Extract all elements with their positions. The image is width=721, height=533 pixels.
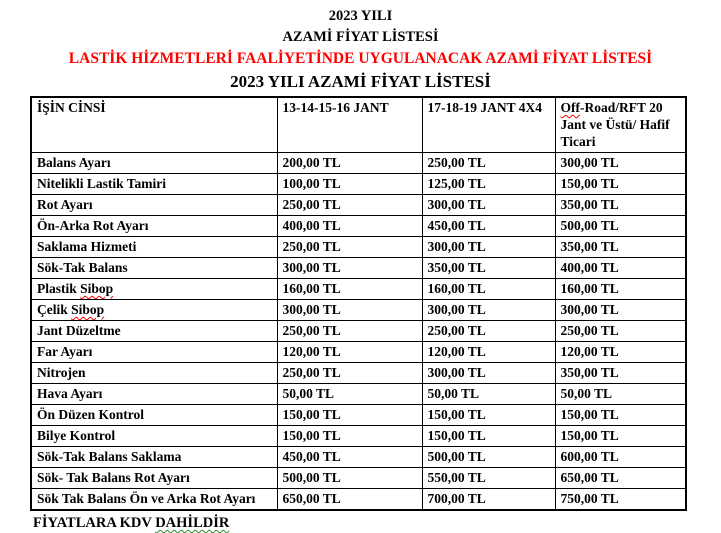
price-cell: 150,00 TL: [277, 405, 422, 426]
table-row: [31, 300, 686, 321]
price-cell: 250,00 TL: [555, 321, 686, 342]
price-cell: 500,00 TL: [422, 447, 555, 468]
service-cell: Balans Ayarı: [31, 153, 277, 174]
price-cell: 250,00 TL: [277, 363, 422, 384]
price-cell: 160,00 TL: [422, 279, 555, 300]
document-titles: [0, 0, 721, 94]
price-cell: 50,00 TL: [555, 384, 686, 405]
service-cell: Jant Düzeltme: [31, 321, 277, 342]
table-row: [31, 153, 686, 174]
price-cell: 250,00 TL: [277, 237, 422, 258]
price-cell: 350,00 TL: [555, 237, 686, 258]
table-row: [31, 426, 686, 447]
price-cell: 300,00 TL: [422, 237, 555, 258]
price-cell: 750,00 TL: [555, 489, 686, 511]
price-cell: 120,00 TL: [555, 342, 686, 363]
spellcheck-word: Sibop: [80, 281, 114, 296]
price-cell: 150,00 TL: [422, 426, 555, 447]
service-cell: Nitrojen: [31, 363, 277, 384]
price-cell: 250,00 TL: [422, 321, 555, 342]
service-cell: Nitelikli Lastik Tamiri: [31, 174, 277, 195]
price-cell: 150,00 TL: [277, 426, 422, 447]
price-cell: 50,00 TL: [277, 384, 422, 405]
price-cell: 125,00 TL: [422, 174, 555, 195]
price-cell: 400,00 TL: [277, 216, 422, 237]
service-cell: Hava Ayarı: [31, 384, 277, 405]
price-cell: 150,00 TL: [555, 426, 686, 447]
title-subtitle-line: AZAMİ FİYAT LİSTESİ: [282, 29, 439, 45]
service-cell: Çelik Sibop: [31, 300, 277, 321]
table-row: [31, 468, 686, 489]
title-red-line: LASTİK HİZMETLERİ FAALİYETİNDE UYGULANACAK AZAMİ FİYAT LİSTESİ: [68, 50, 653, 67]
price-cell: 250,00 TL: [277, 195, 422, 216]
price-cell: 50,00 TL: [422, 384, 555, 405]
price-table: [30, 96, 687, 511]
service-cell: Far Ayarı: [31, 342, 277, 363]
price-cell: 650,00 TL: [277, 489, 422, 511]
table-row: [31, 237, 686, 258]
table-row: [31, 384, 686, 405]
price-cell: 120,00 TL: [277, 342, 422, 363]
title-main-line: 2023 YILI AZAMİ FİYAT LİSTESİ: [230, 72, 491, 91]
price-cell: 120,00 TL: [422, 342, 555, 363]
service-cell: Sök-Tak Balans Saklama: [31, 447, 277, 468]
price-cell: 300,00 TL: [555, 300, 686, 321]
price-cell: 500,00 TL: [277, 468, 422, 489]
column-header-jant-13-16: 13-14-15-16 JANT: [277, 97, 422, 153]
table-row: [31, 216, 686, 237]
service-cell: Ön Düzen Kontrol: [31, 405, 277, 426]
price-cell: 600,00 TL: [555, 447, 686, 468]
price-cell: 450,00 TL: [277, 447, 422, 468]
price-cell: 160,00 TL: [277, 279, 422, 300]
price-cell: 150,00 TL: [422, 405, 555, 426]
table-header: [31, 97, 686, 153]
price-cell: 100,00 TL: [277, 174, 422, 195]
price-cell: 400,00 TL: [555, 258, 686, 279]
spellcheck-word: Sibop: [71, 302, 105, 317]
table-row: [31, 489, 686, 511]
service-cell: Plastik Sibop: [31, 279, 277, 300]
title-year-line: 2023 YILI: [328, 8, 393, 24]
price-cell: 250,00 TL: [277, 321, 422, 342]
price-cell: 550,00 TL: [422, 468, 555, 489]
price-cell: 350,00 TL: [555, 195, 686, 216]
price-cell: 300,00 TL: [422, 195, 555, 216]
price-cell: 160,00 TL: [555, 279, 686, 300]
spellcheck-word: DAHİLDİR: [155, 515, 230, 531]
price-cell: 650,00 TL: [555, 468, 686, 489]
service-cell: Saklama Hizmeti: [31, 237, 277, 258]
service-cell: Rot Ayarı: [31, 195, 277, 216]
table-row: [31, 279, 686, 300]
footer-note: FİYATLARA KDV DAHİLDİR: [33, 515, 230, 531]
table-row: [31, 363, 686, 384]
service-cell: Ön-Arka Rot Ayarı: [31, 216, 277, 237]
table-header-row: [31, 97, 686, 153]
price-cell: 350,00 TL: [422, 258, 555, 279]
price-cell: 450,00 TL: [422, 216, 555, 237]
column-header-service: İŞİN CİNSİ: [31, 97, 277, 153]
service-cell: Sök Tak Balans Ön ve Arka Rot Ayarı: [31, 489, 277, 511]
price-cell: 300,00 TL: [277, 300, 422, 321]
price-cell: 500,00 TL: [555, 216, 686, 237]
table-body: [31, 153, 686, 511]
table-row: [31, 405, 686, 426]
price-cell: 150,00 TL: [555, 174, 686, 195]
table-row: [31, 447, 686, 468]
table-row: [31, 321, 686, 342]
column-header-jant-17-19-4x4: 17-18-19 JANT 4X4: [422, 97, 555, 153]
column-header-offroad: Off-Road/RFT 20 Jant ve Üstü/ Hafif Ticari: [555, 97, 686, 153]
price-cell: 300,00 TL: [277, 258, 422, 279]
service-cell: Sök- Tak Balans Rot Ayarı: [31, 468, 277, 489]
price-cell: 300,00 TL: [422, 363, 555, 384]
price-cell: 350,00 TL: [555, 363, 686, 384]
table-row: [31, 195, 686, 216]
table-row: [31, 258, 686, 279]
price-cell: 700,00 TL: [422, 489, 555, 511]
table-row: [31, 174, 686, 195]
service-cell: Sök-Tak Balans: [31, 258, 277, 279]
price-cell: 250,00 TL: [422, 153, 555, 174]
price-cell: 300,00 TL: [555, 153, 686, 174]
price-cell: 150,00 TL: [555, 405, 686, 426]
service-cell: Bilye Kontrol: [31, 426, 277, 447]
price-cell: 200,00 TL: [277, 153, 422, 174]
spellcheck-word: Off: [560, 100, 580, 115]
table-row: [31, 342, 686, 363]
price-cell: 300,00 TL: [422, 300, 555, 321]
